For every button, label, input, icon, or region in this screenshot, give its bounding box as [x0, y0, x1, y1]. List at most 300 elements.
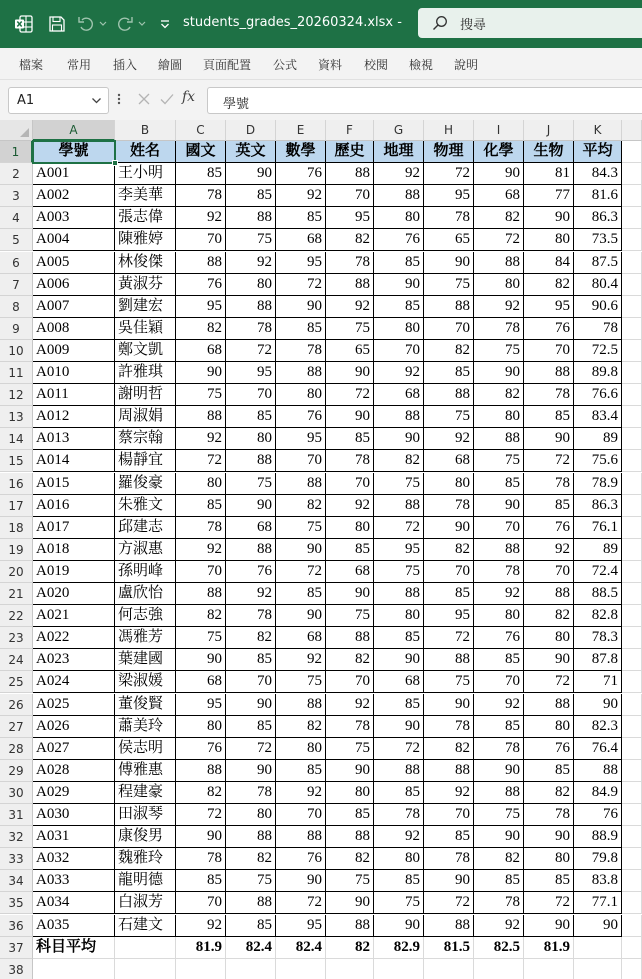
table-cell[interactable]: 70	[374, 340, 424, 362]
table-cell[interactable]: 76	[474, 627, 524, 649]
table-cell[interactable]: 95	[176, 694, 226, 716]
table-cell[interactable]	[622, 870, 642, 892]
column-header-d[interactable]: D	[226, 120, 276, 141]
table-cell[interactable]: 88	[424, 649, 474, 671]
table-cell[interactable]: 林俊傑	[115, 252, 176, 274]
table-cell[interactable]: A013	[33, 428, 115, 450]
table-cell[interactable]: 75	[424, 406, 474, 428]
table-cell[interactable]: 92	[474, 694, 524, 716]
table-cell[interactable]	[622, 495, 642, 517]
table-cell[interactable]	[622, 671, 642, 693]
column-header-l[interactable]	[622, 120, 642, 141]
table-cell[interactable]: 90	[176, 826, 226, 848]
table-cell[interactable]: 方淑惠	[115, 539, 176, 561]
table-cell[interactable]: A006	[33, 274, 115, 296]
table-cell[interactable]	[622, 318, 642, 340]
table-cell[interactable]: 85	[326, 428, 374, 450]
row-header-22[interactable]: 22	[0, 605, 33, 627]
table-cell[interactable]: 72	[276, 561, 326, 583]
table-cell[interactable]: 朱雅文	[115, 495, 176, 517]
table-cell[interactable]: 75	[326, 870, 374, 892]
header-cell[interactable]: 生物	[524, 141, 574, 163]
tab-data[interactable]: 資料	[318, 58, 343, 72]
table-cell[interactable]: 葉建國	[115, 649, 176, 671]
table-cell[interactable]: 89	[574, 428, 622, 450]
table-cell[interactable]: 周淑娟	[115, 406, 176, 428]
table-cell[interactable]	[622, 738, 642, 760]
table-cell[interactable]: 70	[326, 671, 374, 693]
table-cell[interactable]: 78	[424, 848, 474, 870]
table-cell[interactable]: 70	[524, 561, 574, 583]
table-cell[interactable]: 80.4	[574, 274, 622, 296]
table-cell[interactable]	[474, 959, 524, 979]
table-cell[interactable]	[622, 185, 642, 207]
row-header-23[interactable]: 23	[0, 627, 33, 649]
table-cell[interactable]: 70	[474, 671, 524, 693]
table-cell[interactable]: 70	[226, 671, 276, 693]
table-cell[interactable]: 90	[276, 296, 326, 318]
row-header-38[interactable]: 38	[0, 959, 33, 979]
table-cell[interactable]: 92	[474, 915, 524, 937]
row-header-32[interactable]: 32	[0, 826, 33, 848]
table-cell[interactable]: 75	[424, 274, 474, 296]
table-cell[interactable]: 90	[574, 694, 622, 716]
table-cell[interactable]: 92	[176, 207, 226, 229]
table-cell[interactable]: 程建豪	[115, 782, 176, 804]
table-cell[interactable]: 72	[424, 163, 474, 185]
table-cell[interactable]: 80	[524, 627, 574, 649]
table-cell[interactable]: 88	[176, 760, 226, 782]
table-cell[interactable]: 78	[424, 716, 474, 738]
row-header-6[interactable]: 6	[0, 252, 33, 274]
table-cell[interactable]: 90	[276, 539, 326, 561]
table-cell[interactable]: 76	[524, 517, 574, 539]
table-cell[interactable]: 82	[326, 649, 374, 671]
header-cell[interactable]: 英文	[226, 141, 276, 163]
table-cell[interactable]	[622, 517, 642, 539]
table-cell[interactable]: 82	[474, 384, 524, 406]
table-cell[interactable]: 75.6	[574, 450, 622, 472]
table-cell[interactable]: 95	[524, 296, 574, 318]
table-cell[interactable]: 85	[374, 870, 424, 892]
table-cell[interactable]: 90	[374, 915, 424, 937]
table-cell[interactable]: 95	[326, 207, 374, 229]
table-cell[interactable]: 78	[374, 804, 424, 826]
header-cell[interactable]: 平均	[574, 141, 622, 163]
table-cell[interactable]: 85	[524, 760, 574, 782]
table-cell[interactable]: 70	[524, 340, 574, 362]
table-cell[interactable]: 92	[326, 495, 374, 517]
table-cell[interactable]: 76	[374, 229, 424, 251]
table-cell[interactable]: 75	[276, 671, 326, 693]
table-cell[interactable]: 90	[226, 760, 276, 782]
table-cell[interactable]: A025	[33, 694, 115, 716]
table-cell[interactable]: 90	[424, 694, 474, 716]
table-cell[interactable]: 75	[374, 892, 424, 914]
row-header-12[interactable]: 12	[0, 384, 33, 406]
table-cell[interactable]: 85	[176, 870, 226, 892]
table-cell[interactable]: 70	[424, 318, 474, 340]
table-cell[interactable]: 85	[374, 296, 424, 318]
table-cell[interactable]: 78	[424, 207, 474, 229]
table-cell[interactable]: 82	[276, 716, 326, 738]
undo-icon[interactable]	[76, 14, 96, 34]
table-cell[interactable]: 85	[424, 826, 474, 848]
table-cell[interactable]: 82	[226, 848, 276, 870]
header-cell[interactable]: 國文	[176, 141, 226, 163]
tab-draw[interactable]: 繪圖	[158, 58, 183, 72]
tab-review[interactable]: 校閱	[364, 58, 389, 72]
table-cell[interactable]	[622, 539, 642, 561]
table-cell[interactable]: 88	[424, 915, 474, 937]
table-cell[interactable]: 90	[524, 649, 574, 671]
row-header-31[interactable]: 31	[0, 804, 33, 826]
summary-cell[interactable]	[574, 937, 622, 959]
table-cell[interactable]: 88	[374, 406, 424, 428]
table-cell[interactable]: 78	[326, 450, 374, 472]
table-cell[interactable]: 90	[524, 428, 574, 450]
table-cell[interactable]: 88	[176, 406, 226, 428]
table-cell[interactable]: 85	[226, 406, 276, 428]
table-cell[interactable]	[622, 915, 642, 937]
table-cell[interactable]: 龍明德	[115, 870, 176, 892]
table-cell[interactable]: 90	[276, 605, 326, 627]
table-cell[interactable]: 87.5	[574, 252, 622, 274]
table-cell[interactable]: 95	[226, 362, 276, 384]
table-cell[interactable]: 78	[226, 605, 276, 627]
table-cell[interactable]: 88	[524, 583, 574, 605]
column-header-b[interactable]: B	[115, 120, 176, 141]
chevron-down-icon[interactable]	[91, 95, 102, 106]
table-cell[interactable]	[622, 782, 642, 804]
table-cell[interactable]: A034	[33, 892, 115, 914]
tab-insert[interactable]: 插入	[113, 58, 138, 72]
table-cell[interactable]: 70	[176, 892, 226, 914]
table-cell[interactable]: 李美華	[115, 185, 176, 207]
table-cell[interactable]: 82	[524, 274, 574, 296]
row-header-19[interactable]: 19	[0, 539, 33, 561]
table-cell[interactable]: 邱建志	[115, 517, 176, 539]
table-cell[interactable]: 董俊賢	[115, 694, 176, 716]
table-cell[interactable]: 68	[226, 517, 276, 539]
table-cell[interactable]: 92	[424, 428, 474, 450]
row-header-14[interactable]: 14	[0, 428, 33, 450]
table-cell[interactable]: 85	[474, 473, 524, 495]
table-cell[interactable]	[622, 627, 642, 649]
table-cell[interactable]: 85	[424, 362, 474, 384]
table-cell[interactable]: 88	[226, 539, 276, 561]
table-cell[interactable]: 81	[524, 163, 574, 185]
table-cell[interactable]: 88.5	[574, 583, 622, 605]
table-cell[interactable]: 78	[176, 185, 226, 207]
row-header-15[interactable]: 15	[0, 450, 33, 472]
table-cell[interactable]: A018	[33, 539, 115, 561]
table-cell[interactable]: 85	[176, 495, 226, 517]
table-cell[interactable]: 吳佳穎	[115, 318, 176, 340]
table-cell[interactable]: 88	[474, 539, 524, 561]
table-cell[interactable]: 68	[424, 450, 474, 472]
table-cell[interactable]: 88	[374, 495, 424, 517]
table-cell[interactable]: 82	[276, 495, 326, 517]
table-cell[interactable]: 75	[474, 450, 524, 472]
table-cell[interactable]: 80	[176, 473, 226, 495]
table-cell[interactable]: 80	[474, 605, 524, 627]
table-cell[interactable]: 82.3	[574, 716, 622, 738]
table-cell[interactable]: 78	[524, 473, 574, 495]
table-cell[interactable]: 78	[474, 561, 524, 583]
table-cell[interactable]: 80	[374, 605, 424, 627]
table-cell[interactable]	[622, 274, 642, 296]
row-header-2[interactable]: 2	[0, 163, 33, 185]
table-cell[interactable]: 羅俊豪	[115, 473, 176, 495]
table-cell[interactable]: 謝明哲	[115, 384, 176, 406]
table-cell[interactable]: 76	[524, 738, 574, 760]
table-cell[interactable]: 石建文	[115, 915, 176, 937]
table-cell[interactable]: 馮雅芳	[115, 627, 176, 649]
table-cell[interactable]: 盧欣怡	[115, 583, 176, 605]
table-cell[interactable]: 72	[374, 517, 424, 539]
table-cell[interactable]: 72	[374, 738, 424, 760]
table-cell[interactable]: 72	[226, 340, 276, 362]
table-cell[interactable]: 82	[326, 848, 374, 870]
table-cell[interactable]: 許雅琪	[115, 362, 176, 384]
table-cell[interactable]: 72.5	[574, 340, 622, 362]
table-cell[interactable]: 68	[374, 671, 424, 693]
table-cell[interactable]: 70	[276, 450, 326, 472]
table-cell[interactable]: 92	[176, 428, 226, 450]
table-cell[interactable]: 70	[176, 561, 226, 583]
table-cell[interactable]: 92	[176, 915, 226, 937]
table-cell[interactable]: 92	[176, 539, 226, 561]
table-cell[interactable]: A023	[33, 649, 115, 671]
table-cell[interactable]: 85	[524, 495, 574, 517]
table-cell[interactable]: 85	[374, 782, 424, 804]
cancel-icon[interactable]	[136, 91, 152, 110]
table-cell[interactable]: A017	[33, 517, 115, 539]
table-cell[interactable]: 90	[524, 826, 574, 848]
table-cell[interactable]: 75	[276, 517, 326, 539]
table-cell[interactable]	[622, 229, 642, 251]
table-cell[interactable]: A030	[33, 804, 115, 826]
table-cell[interactable]: 75	[424, 671, 474, 693]
table-cell[interactable]: 75	[326, 318, 374, 340]
table-cell[interactable]: 78	[326, 716, 374, 738]
table-cell[interactable]: 92	[374, 163, 424, 185]
column-header-f[interactable]: F	[326, 120, 374, 141]
table-cell[interactable]: 楊靜宜	[115, 450, 176, 472]
table-cell[interactable]: 83.4	[574, 406, 622, 428]
table-cell[interactable]: 70	[226, 384, 276, 406]
row-header-28[interactable]: 28	[0, 738, 33, 760]
table-cell[interactable]: 95	[276, 252, 326, 274]
table-cell[interactable]: 89.8	[574, 362, 622, 384]
tab-home[interactable]: 常用	[67, 58, 92, 72]
table-cell[interactable]: 88	[424, 760, 474, 782]
table-cell[interactable]: 88	[474, 428, 524, 450]
table-cell[interactable]	[622, 450, 642, 472]
table-cell[interactable]: 梁淑媛	[115, 671, 176, 693]
table-cell[interactable]: 90	[374, 649, 424, 671]
table-cell[interactable]: 72	[524, 671, 574, 693]
fill-handle[interactable]	[112, 160, 118, 166]
table-cell[interactable]: 82	[524, 605, 574, 627]
table-cell[interactable]: A010	[33, 362, 115, 384]
table-cell[interactable]: 88	[226, 892, 276, 914]
table-cell[interactable]: A002	[33, 185, 115, 207]
table-cell[interactable]	[622, 362, 642, 384]
table-cell[interactable]: 何志強	[115, 605, 176, 627]
table-cell[interactable]: A027	[33, 738, 115, 760]
table-cell[interactable]: 72	[176, 804, 226, 826]
table-cell[interactable]: A032	[33, 848, 115, 870]
table-cell[interactable]: 75	[226, 473, 276, 495]
table-cell[interactable]: 90	[474, 362, 524, 384]
table-cell[interactable]: 88	[326, 163, 374, 185]
column-header-k[interactable]: K	[574, 120, 622, 141]
table-cell[interactable]: 82	[424, 340, 474, 362]
table-cell[interactable]: 72.4	[574, 561, 622, 583]
table-cell[interactable]	[622, 583, 642, 605]
tab-help[interactable]: 說明	[454, 58, 479, 72]
table-cell[interactable]: 78	[574, 318, 622, 340]
table-cell[interactable]: 68	[176, 671, 226, 693]
table-cell[interactable]: A007	[33, 296, 115, 318]
table-cell[interactable]: 80	[226, 428, 276, 450]
table-cell[interactable]: 侯志明	[115, 738, 176, 760]
table-cell[interactable]: 90	[176, 362, 226, 384]
summary-cell[interactable]: 科目平均	[33, 937, 115, 959]
table-cell[interactable]	[622, 892, 642, 914]
table-cell[interactable]: 76.1	[574, 517, 622, 539]
table-cell[interactable]	[326, 959, 374, 979]
table-cell[interactable]: 73.5	[574, 229, 622, 251]
table-cell[interactable]: A019	[33, 561, 115, 583]
table-cell[interactable]: 85	[374, 252, 424, 274]
table-cell[interactable]: 86.3	[574, 495, 622, 517]
table-cell[interactable]: 85	[424, 583, 474, 605]
row-header-27[interactable]: 27	[0, 716, 33, 738]
table-cell[interactable]: 88	[276, 694, 326, 716]
table-cell[interactable]: 90	[326, 362, 374, 384]
tab-file[interactable]: 檔案	[19, 58, 44, 72]
table-cell[interactable]: 80	[276, 384, 326, 406]
table-cell[interactable]: 90	[276, 870, 326, 892]
table-cell[interactable]: 92	[276, 782, 326, 804]
table-cell[interactable]: 王小明	[115, 163, 176, 185]
insert-function-button[interactable]: fx	[182, 89, 196, 105]
table-cell[interactable]: 85	[226, 915, 276, 937]
table-cell[interactable]: A016	[33, 495, 115, 517]
table-cell[interactable]: 68	[276, 229, 326, 251]
header-cell[interactable]: 地理	[374, 141, 424, 163]
redo-icon[interactable]	[115, 14, 135, 34]
table-cell[interactable]: A009	[33, 340, 115, 362]
table-cell[interactable]: 65	[424, 229, 474, 251]
table-cell[interactable]: 90	[424, 517, 474, 539]
table-cell[interactable]	[524, 959, 574, 979]
table-cell[interactable]: 92	[424, 782, 474, 804]
table-cell[interactable]: 84.3	[574, 163, 622, 185]
table-cell[interactable]: 88	[176, 252, 226, 274]
table-cell[interactable]: 85	[276, 760, 326, 782]
table-cell[interactable]: 88	[574, 760, 622, 782]
table-cell[interactable]: 82	[326, 229, 374, 251]
table-cell[interactable]: 70	[176, 229, 226, 251]
table-cell[interactable]: 85	[474, 870, 524, 892]
row-header-7[interactable]: 7	[0, 274, 33, 296]
table-cell[interactable]	[622, 649, 642, 671]
table-cell[interactable]: 81.6	[574, 185, 622, 207]
customize-toolbar-icon[interactable]	[155, 14, 175, 34]
table-cell[interactable]: 92	[276, 185, 326, 207]
column-header-a[interactable]: A	[33, 120, 115, 141]
header-cell[interactable]: 數學	[276, 141, 326, 163]
table-cell[interactable]: 88	[276, 473, 326, 495]
more-options-icon[interactable]	[116, 91, 122, 107]
table-cell[interactable]: 72	[226, 738, 276, 760]
name-box[interactable]	[8, 87, 109, 114]
table-cell[interactable]: 82.8	[574, 605, 622, 627]
table-cell[interactable]: 孫明峰	[115, 561, 176, 583]
table-cell[interactable]: 90	[424, 870, 474, 892]
column-header-i[interactable]: I	[474, 120, 524, 141]
table-cell[interactable]: A024	[33, 671, 115, 693]
table-cell[interactable]	[622, 804, 642, 826]
table-cell[interactable]	[622, 561, 642, 583]
table-cell[interactable]: 蔡宗翰	[115, 428, 176, 450]
table-cell[interactable]: 72	[276, 274, 326, 296]
row-header-4[interactable]: 4	[0, 207, 33, 229]
table-cell[interactable]: 80	[374, 318, 424, 340]
table-cell[interactable]: 83.8	[574, 870, 622, 892]
table-cell[interactable]: 72	[424, 892, 474, 914]
table-cell[interactable]: 90	[374, 428, 424, 450]
table-cell[interactable]: 82	[474, 207, 524, 229]
table-cell[interactable]: 82	[176, 782, 226, 804]
table-cell[interactable]	[622, 694, 642, 716]
table-cell[interactable]: A020	[33, 583, 115, 605]
summary-cell[interactable]: 81.5	[424, 937, 474, 959]
table-cell[interactable]: 76.4	[574, 738, 622, 760]
table-cell[interactable]: 88	[474, 252, 524, 274]
row-header-29[interactable]: 29	[0, 760, 33, 782]
table-cell[interactable]: A029	[33, 782, 115, 804]
table-cell[interactable]: 76	[276, 848, 326, 870]
table-cell[interactable]: 90	[326, 406, 374, 428]
table-cell[interactable]: A035	[33, 915, 115, 937]
table-cell[interactable]: 82	[176, 605, 226, 627]
table-cell[interactable]: 90	[326, 583, 374, 605]
table-cell[interactable]: 80	[524, 848, 574, 870]
table-cell[interactable]	[622, 716, 642, 738]
column-header-h[interactable]: H	[424, 120, 474, 141]
table-cell[interactable]: A033	[33, 870, 115, 892]
table-cell[interactable]: 80	[474, 274, 524, 296]
row-header-20[interactable]: 20	[0, 561, 33, 583]
table-cell[interactable]: A004	[33, 229, 115, 251]
table-cell[interactable]: 85	[474, 716, 524, 738]
header-cell[interactable]: 學號	[33, 141, 115, 163]
table-cell[interactable]	[424, 959, 474, 979]
table-cell[interactable]: 84	[524, 252, 574, 274]
table-cell[interactable]: 80	[326, 517, 374, 539]
table-cell[interactable]: 77.1	[574, 892, 622, 914]
table-cell[interactable]	[622, 937, 642, 959]
row-header-10[interactable]: 10	[0, 340, 33, 362]
table-cell[interactable]: 71	[574, 671, 622, 693]
table-cell[interactable]	[622, 826, 642, 848]
table-cell[interactable]: 85	[226, 716, 276, 738]
